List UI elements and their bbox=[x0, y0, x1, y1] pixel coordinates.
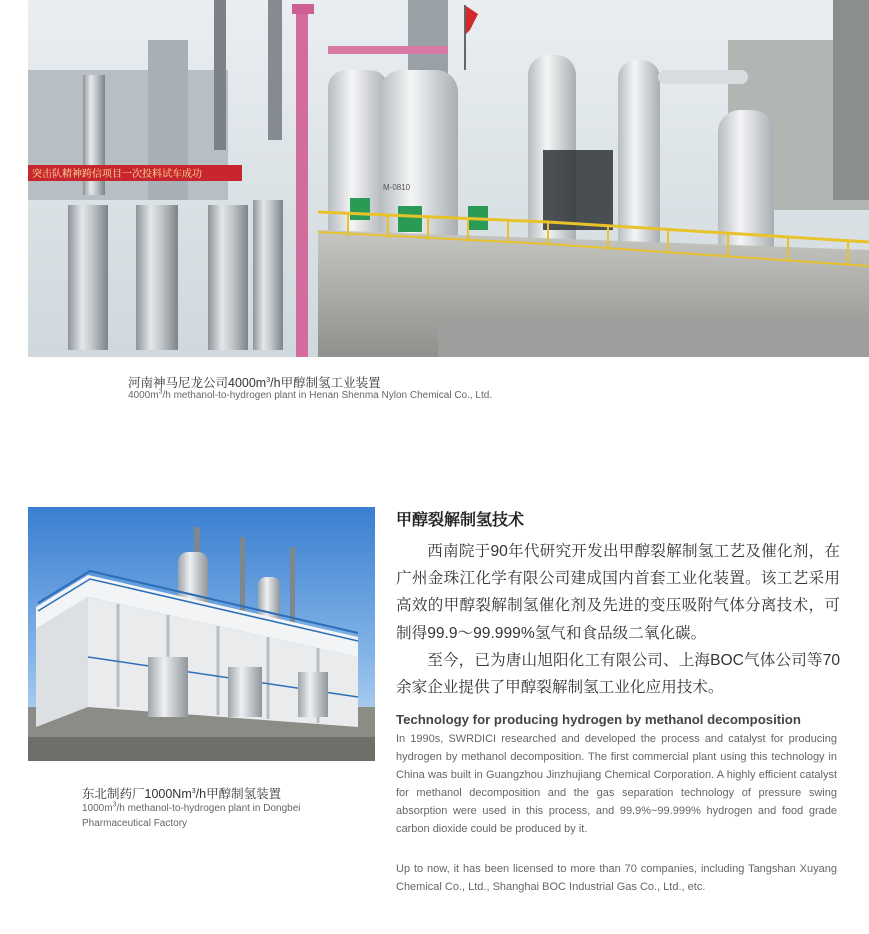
caption-text: /h甲醇制氢装置 bbox=[195, 787, 282, 801]
caption-text: 东北制药厂1000Nm bbox=[82, 787, 192, 801]
caption-text: 4000m bbox=[128, 390, 159, 401]
plant-photo-illustration bbox=[28, 507, 375, 761]
article-title-cn: 甲醇裂解制氢技术 bbox=[396, 512, 525, 529]
caption-text: 河南神马尼龙公司4000m bbox=[128, 376, 267, 390]
caption-top-cn bbox=[128, 373, 381, 391]
caption-superscript: 3 bbox=[112, 801, 117, 809]
caption-bottom-cn bbox=[82, 784, 281, 802]
caption-top-en bbox=[128, 390, 492, 401]
caption-text: /h methanol-to-hydrogen plant in Dongbei Pharmaceutical Factory bbox=[82, 803, 301, 829]
caption-text: 1000m bbox=[82, 803, 113, 814]
tank-label: M-0810 bbox=[383, 183, 411, 192]
article-paragraph-en: Up to now, it has been licensed to more than 70 companies, including Tangshan Xuyang Chemical Co., Ltd., Shanghai BOC Industrial Gas Co., Ltd., etc. bbox=[396, 863, 837, 893]
caption-text: /h methanol-to-hydrogen plant in Henan Shenma Nylon Chemical Co., Ltd. bbox=[162, 390, 493, 401]
caption-superscript: 3 bbox=[158, 388, 163, 396]
article-title-en: Technology for producing hydrogen by methanol decomposition bbox=[396, 712, 801, 727]
caption-text: /h甲醇制氢工业装置 bbox=[270, 376, 381, 390]
plant-photo-illustration bbox=[28, 0, 869, 357]
article-paragraph-en: In 1990s, SWRDICI researched and developed the process and catalyst for producing hydrogen by methanol decomposition. The first commercial plant using this technology in China was built in Guangzhou Jinzhujiang Chemical Corporation. A highly efficient catalyst for methanol decomposition and the gas separation technology of pressure swing absorption were used in this process, and 99.9%~99.999% hydrogen and food grade carbon dioxide could be produced by it. bbox=[396, 733, 837, 835]
caption-superscript: 3 bbox=[266, 376, 271, 384]
article-paragraph-cn: 西南院于90年代研究开发出甲醇裂解制氢工艺及催化剂，在广州金珠江化学有限公司建成国内首套工业化装置。该工艺采用高效的甲醇裂解制氢催化剂及先进的变压吸附气体分离技术，可制得99.9～99.999%氢气和食品级二氧化碳。 bbox=[396, 543, 840, 642]
plant-photo-dongbei bbox=[28, 507, 375, 761]
plant-photo-henan-shenma bbox=[28, 0, 869, 357]
site-banner-text: 突击队精神跨信项目一次投料试车成功 bbox=[32, 169, 202, 180]
article-paragraph-cn: 至今，已为唐山旭阳化工有限公司、上海BOC气体公司等70余家企业提供了甲醇裂解制氢工业化应用技术。 bbox=[396, 652, 840, 697]
caption-superscript: 3 bbox=[191, 787, 196, 795]
caption-bottom-en bbox=[82, 801, 352, 831]
